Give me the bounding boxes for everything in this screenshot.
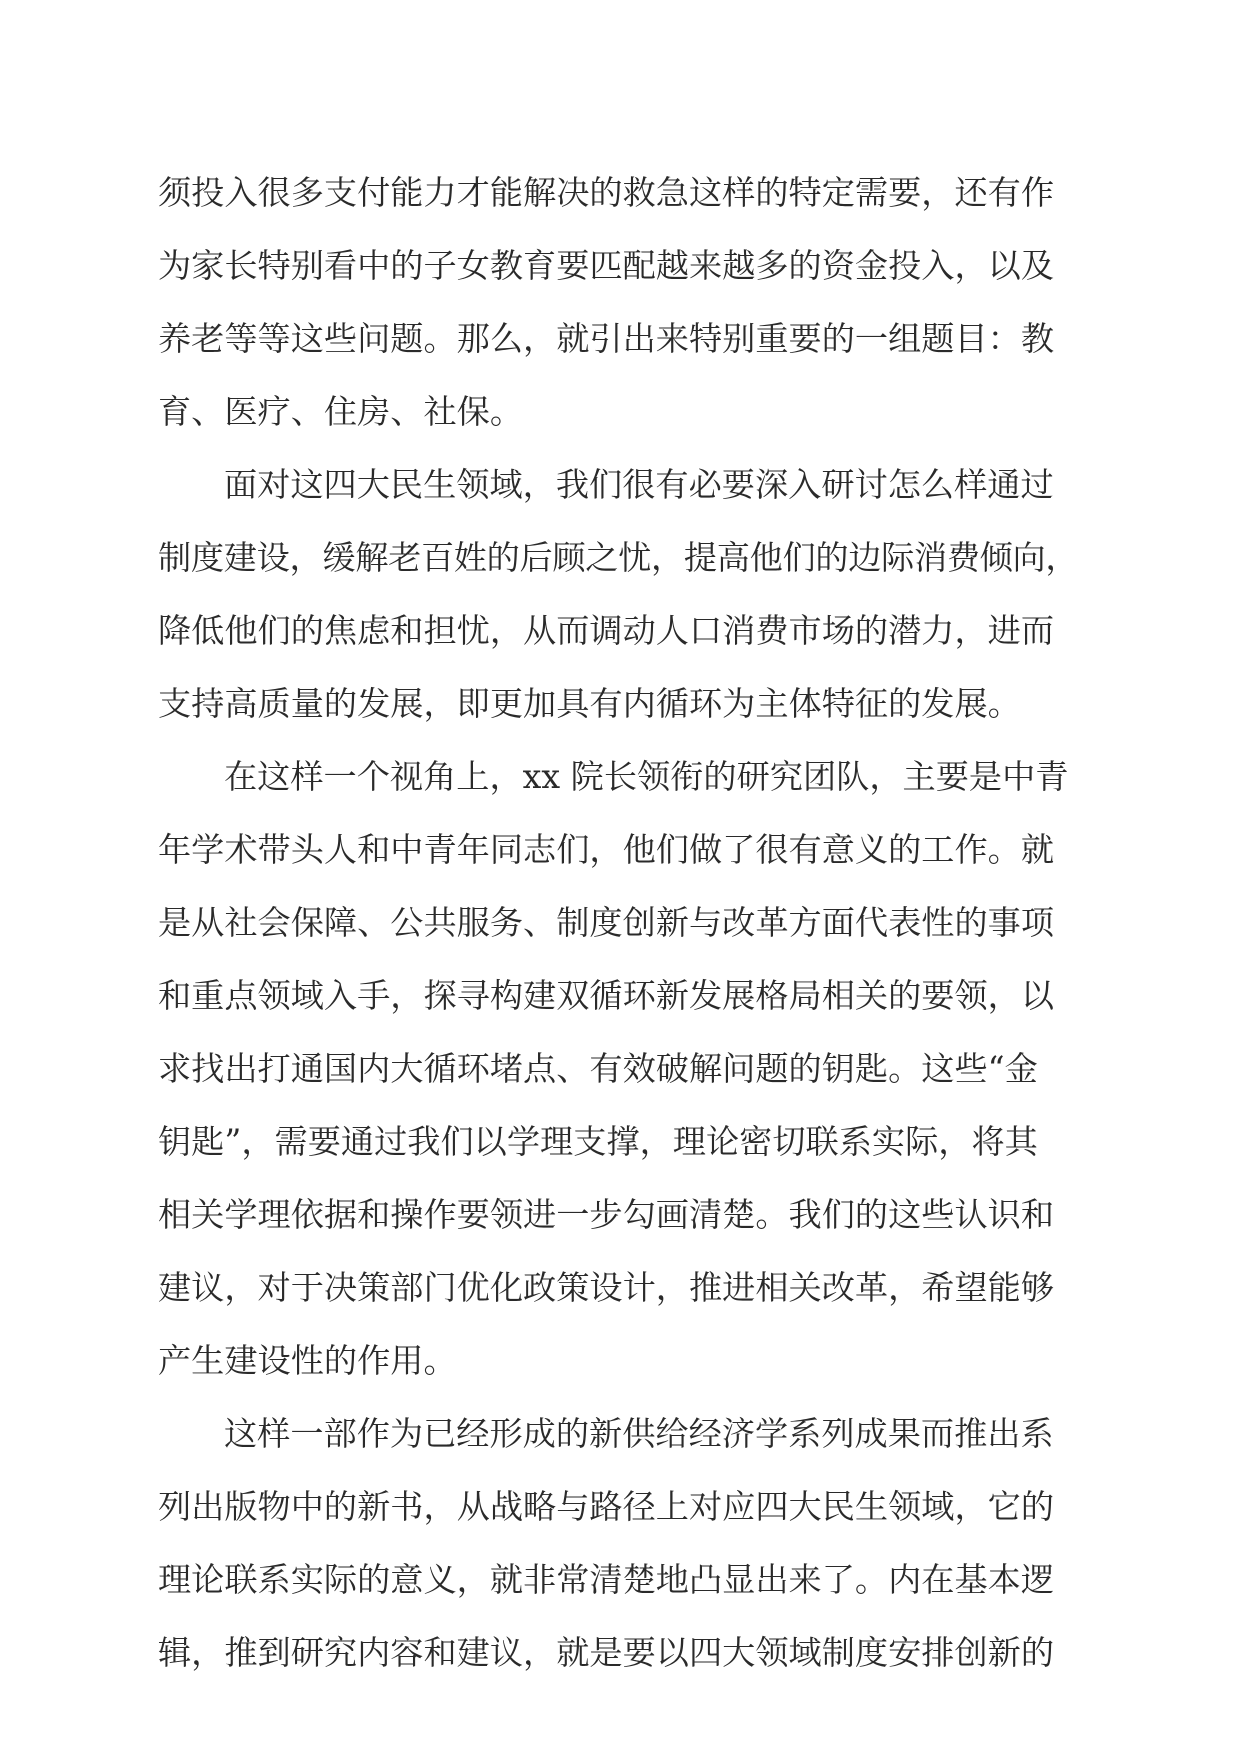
text-line: 在这样一个视角上，xx 院长领衔的研究团队，主要是中青 — [224, 757, 1069, 796]
text-line: 求找出打通国内大循环堵点、有效破解问题的钥匙。这些“金 — [158, 1049, 1038, 1088]
text-line: 为家长特别看中的子女教育要匹配越来越多的资金投入，以及 — [158, 246, 1055, 285]
text-line: 产生建设性的作用。 — [158, 1341, 457, 1380]
text-line: 育、医疗、住房、社保。 — [158, 392, 524, 431]
text-line: 年学术带头人和中青年同志们，他们做了很有意义的工作。就 — [158, 830, 1055, 869]
text-line: 这样一部作为已经形成的新供给经济学系列成果而推出系 — [224, 1414, 1054, 1453]
text-line: 辑，推到研究内容和建议，就是要以四大领域制度安排创新的 — [158, 1633, 1055, 1672]
text-line: 支持高质量的发展，即更加具有内循环为主体特征的发展。 — [158, 684, 1021, 723]
text-line: 钥匙”，需要通过我们以学理支撑，理论密切联系实际，将其 — [158, 1122, 1038, 1161]
text-line: 须投入很多支付能力才能解决的救急这样的特定需要，还有作 — [158, 173, 1055, 212]
text-line: 理论联系实际的意义，就非常清楚地凸显出来了。内在基本逻 — [158, 1560, 1055, 1599]
text-line: 相关学理依据和操作要领进一步勾画清楚。我们的这些认识和 — [158, 1195, 1055, 1234]
text-line: 面对这四大民生领域，我们很有必要深入研讨怎么样通过 — [224, 465, 1054, 504]
text-line: 降低他们的焦虑和担忧，从而调动人口消费市场的潜力，进而 — [158, 611, 1055, 650]
text-line: 列出版物中的新书，从战略与路径上对应四大民生领域，它的 — [158, 1487, 1055, 1526]
text-line: 和重点领域入手，探寻构建双循环新发展格局相关的要领，以 — [158, 976, 1055, 1015]
text-line: 建议，对于决策部门优化政策设计，推进相关改革，希望能够 — [158, 1268, 1055, 1307]
text-line: 养老等等这些问题。那么，就引出来特别重要的一组题目：教 — [158, 319, 1055, 358]
text-line: 制度建设，缓解老百姓的后顾之忧，提高他们的边际消费倾向， — [158, 538, 1079, 577]
text-line: 是从社会保障、公共服务、制度创新与改革方面代表性的事项 — [158, 903, 1055, 942]
